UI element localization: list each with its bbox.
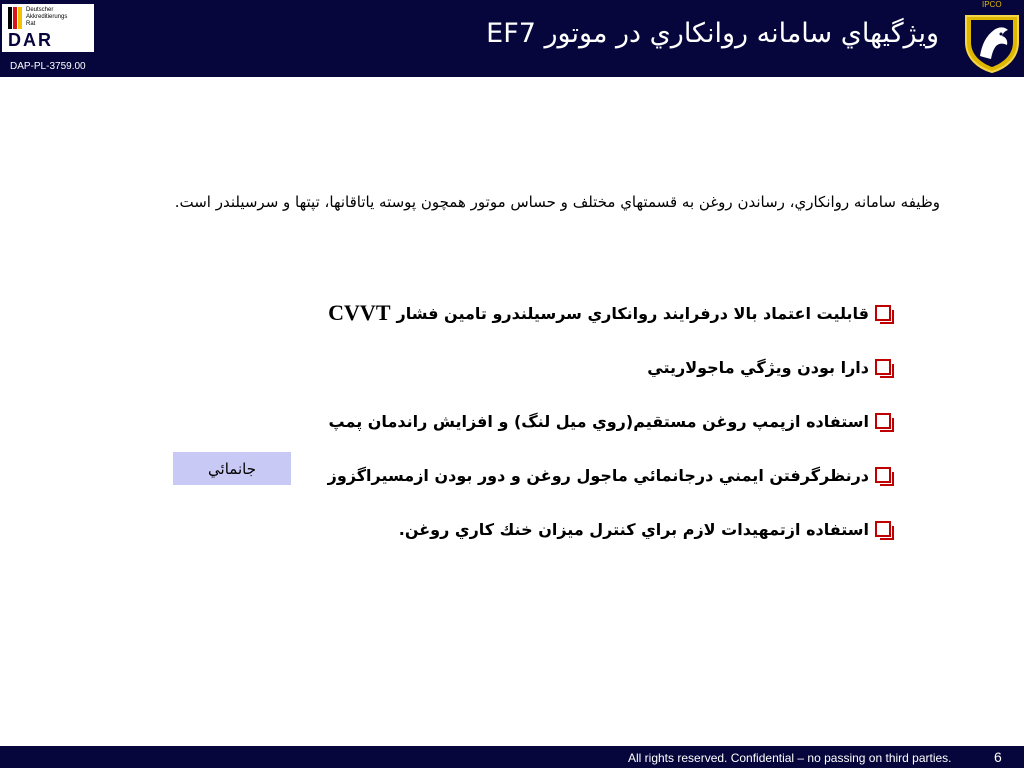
placement-link-button[interactable]: جانمائي <box>173 452 291 485</box>
logo-line: Akkreditierungs <box>26 14 68 20</box>
checkbox-bullet-icon <box>875 359 891 375</box>
flag-stripe-gold <box>18 7 22 29</box>
page-title: ويژگيهاي سامانه روانكاري در موتور EF7 <box>486 18 939 49</box>
list-item <box>241 456 891 494</box>
feature-list <box>241 294 891 564</box>
checkbox-bullet-icon <box>875 413 891 429</box>
copyright-notice: All rights reserved. Confidential – no passing on third parties. <box>628 751 952 765</box>
list-item-text: درنظرگرفتن ايمني درجانمائي ماجول روغن و دور بودن ازمسيراگزوز <box>327 465 869 485</box>
list-item-text: قابليت اعتماد بالا درفرايند روانكاري سرسيلندرو تامين فشار <box>396 303 869 323</box>
list-item-text: استفاده ازپمپ روغن مستقيم(روي ميل لنگ) و افزايش راندمان پمپ <box>328 411 869 431</box>
dar-logo <box>2 4 94 52</box>
logo-line: Rat <box>26 21 36 27</box>
list-item-text: دارا بودن ويژگي ماجولاريتي <box>647 357 869 377</box>
intro-paragraph: وظيفه سامانه روانكاري، رساندن روغن به قسمتهاي مختلف و حساس موتور همچون پوسته ياتاقانها، تپتها و سرسيلندر است. <box>174 193 940 211</box>
page-number: 6 <box>994 749 1002 765</box>
logo-word: DAR <box>8 30 53 50</box>
ipco-label: IPCO <box>982 0 1002 9</box>
list-item <box>241 348 891 386</box>
list-item-acronym: CVVT <box>328 300 391 325</box>
horse-shield-icon <box>962 12 1022 74</box>
list-item-text: استفاده ازتمهيدات لازم براي كنترل ميزان خنك كاري روغن. <box>398 519 869 539</box>
footer-bar <box>0 746 1024 768</box>
accreditation-code: DAP-PL-3759.00 <box>10 61 86 72</box>
list-item <box>241 510 891 548</box>
checkbox-bullet-icon <box>875 305 891 321</box>
list-item <box>241 294 891 332</box>
flag-stripe-red <box>13 7 17 29</box>
logo-line: Deutscher <box>26 7 54 13</box>
list-item <box>241 402 891 440</box>
header-bar <box>0 0 1024 77</box>
checkbox-bullet-icon <box>875 467 891 483</box>
flag-stripe-black <box>8 7 12 29</box>
checkbox-bullet-icon <box>875 521 891 537</box>
